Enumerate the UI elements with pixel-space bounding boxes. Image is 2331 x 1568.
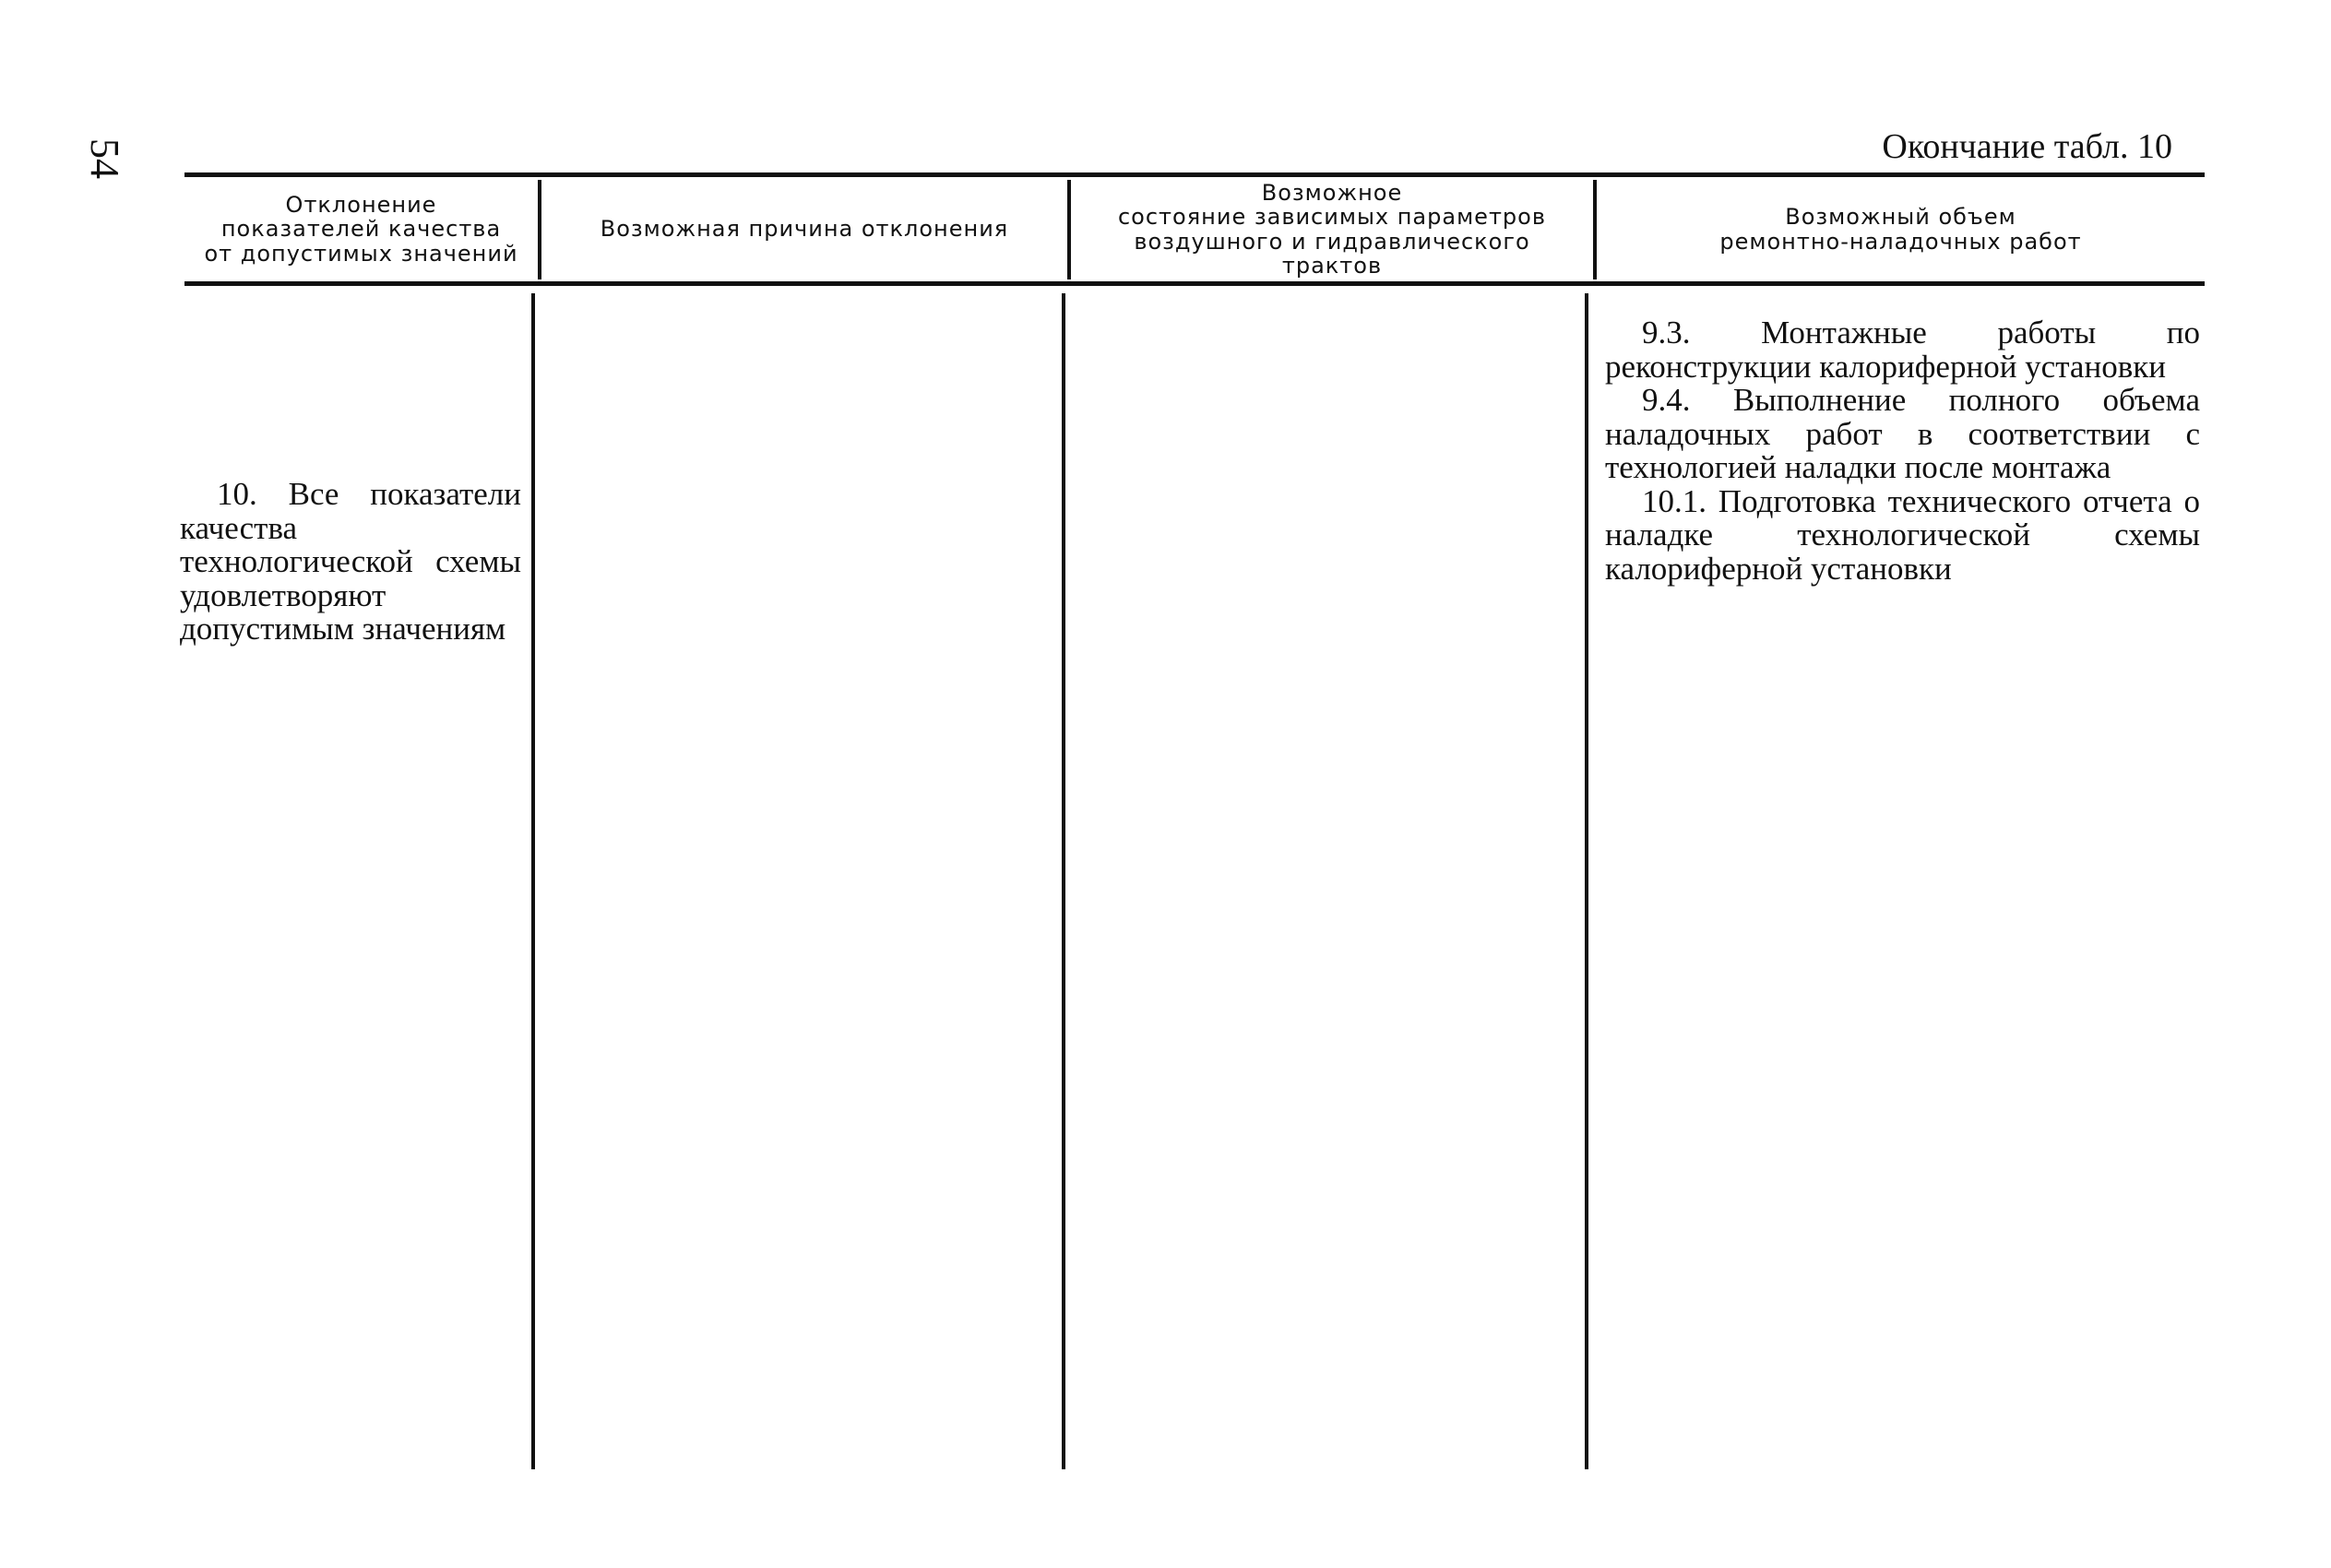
table-header-rule: [184, 281, 2205, 286]
col1-deviation-text: [180, 478, 521, 647]
header-line: показателей качества: [220, 216, 502, 243]
header-line: Возможный объем: [1785, 204, 2016, 231]
header-cell-cause: [541, 177, 1067, 281]
header-line: воздушного и гидравлического: [1134, 228, 1530, 255]
header-line: состояние зависимых параметров: [1117, 204, 1546, 231]
header-line: от допустимых значений: [204, 240, 518, 267]
body-col-divider-2: [1062, 293, 1065, 1469]
header-cell-state: [1071, 177, 1593, 281]
work-paragraph: 10.1. Подготовка технического отчета о наладке технологической схемы калориферной установки: [1605, 482, 2200, 587]
header-line: Отклонение: [285, 191, 437, 218]
work-paragraph: 9.3. Монтажные работы по реконструкции калориферной установки: [1605, 315, 2200, 385]
body-col-divider-3: [1585, 293, 1588, 1469]
header-line: Возможная причина отклонения: [600, 216, 1009, 243]
body-col-divider-1: [531, 293, 535, 1469]
deviation-paragraph: 10. Все показатели качества технологической схемы удовлетворяют допустимым значениям: [180, 476, 521, 647]
work-paragraph: 9.4. Выполнение полного объема наладочных работ в соответствии с технологией наладки после монтажа: [1605, 382, 2200, 485]
header-line: ремонтно-наладочных работ: [1719, 228, 2082, 255]
page-number: 54: [82, 138, 127, 179]
header-cell-deviation: [184, 177, 538, 281]
header-line: трактов: [1281, 252, 1383, 279]
table-caption: Окончание табл. 10: [1882, 127, 2172, 166]
header-line: Возможное: [1261, 179, 1403, 206]
header-cell-work-volume: [1597, 177, 2205, 281]
col4-work-text: [1605, 316, 2200, 586]
